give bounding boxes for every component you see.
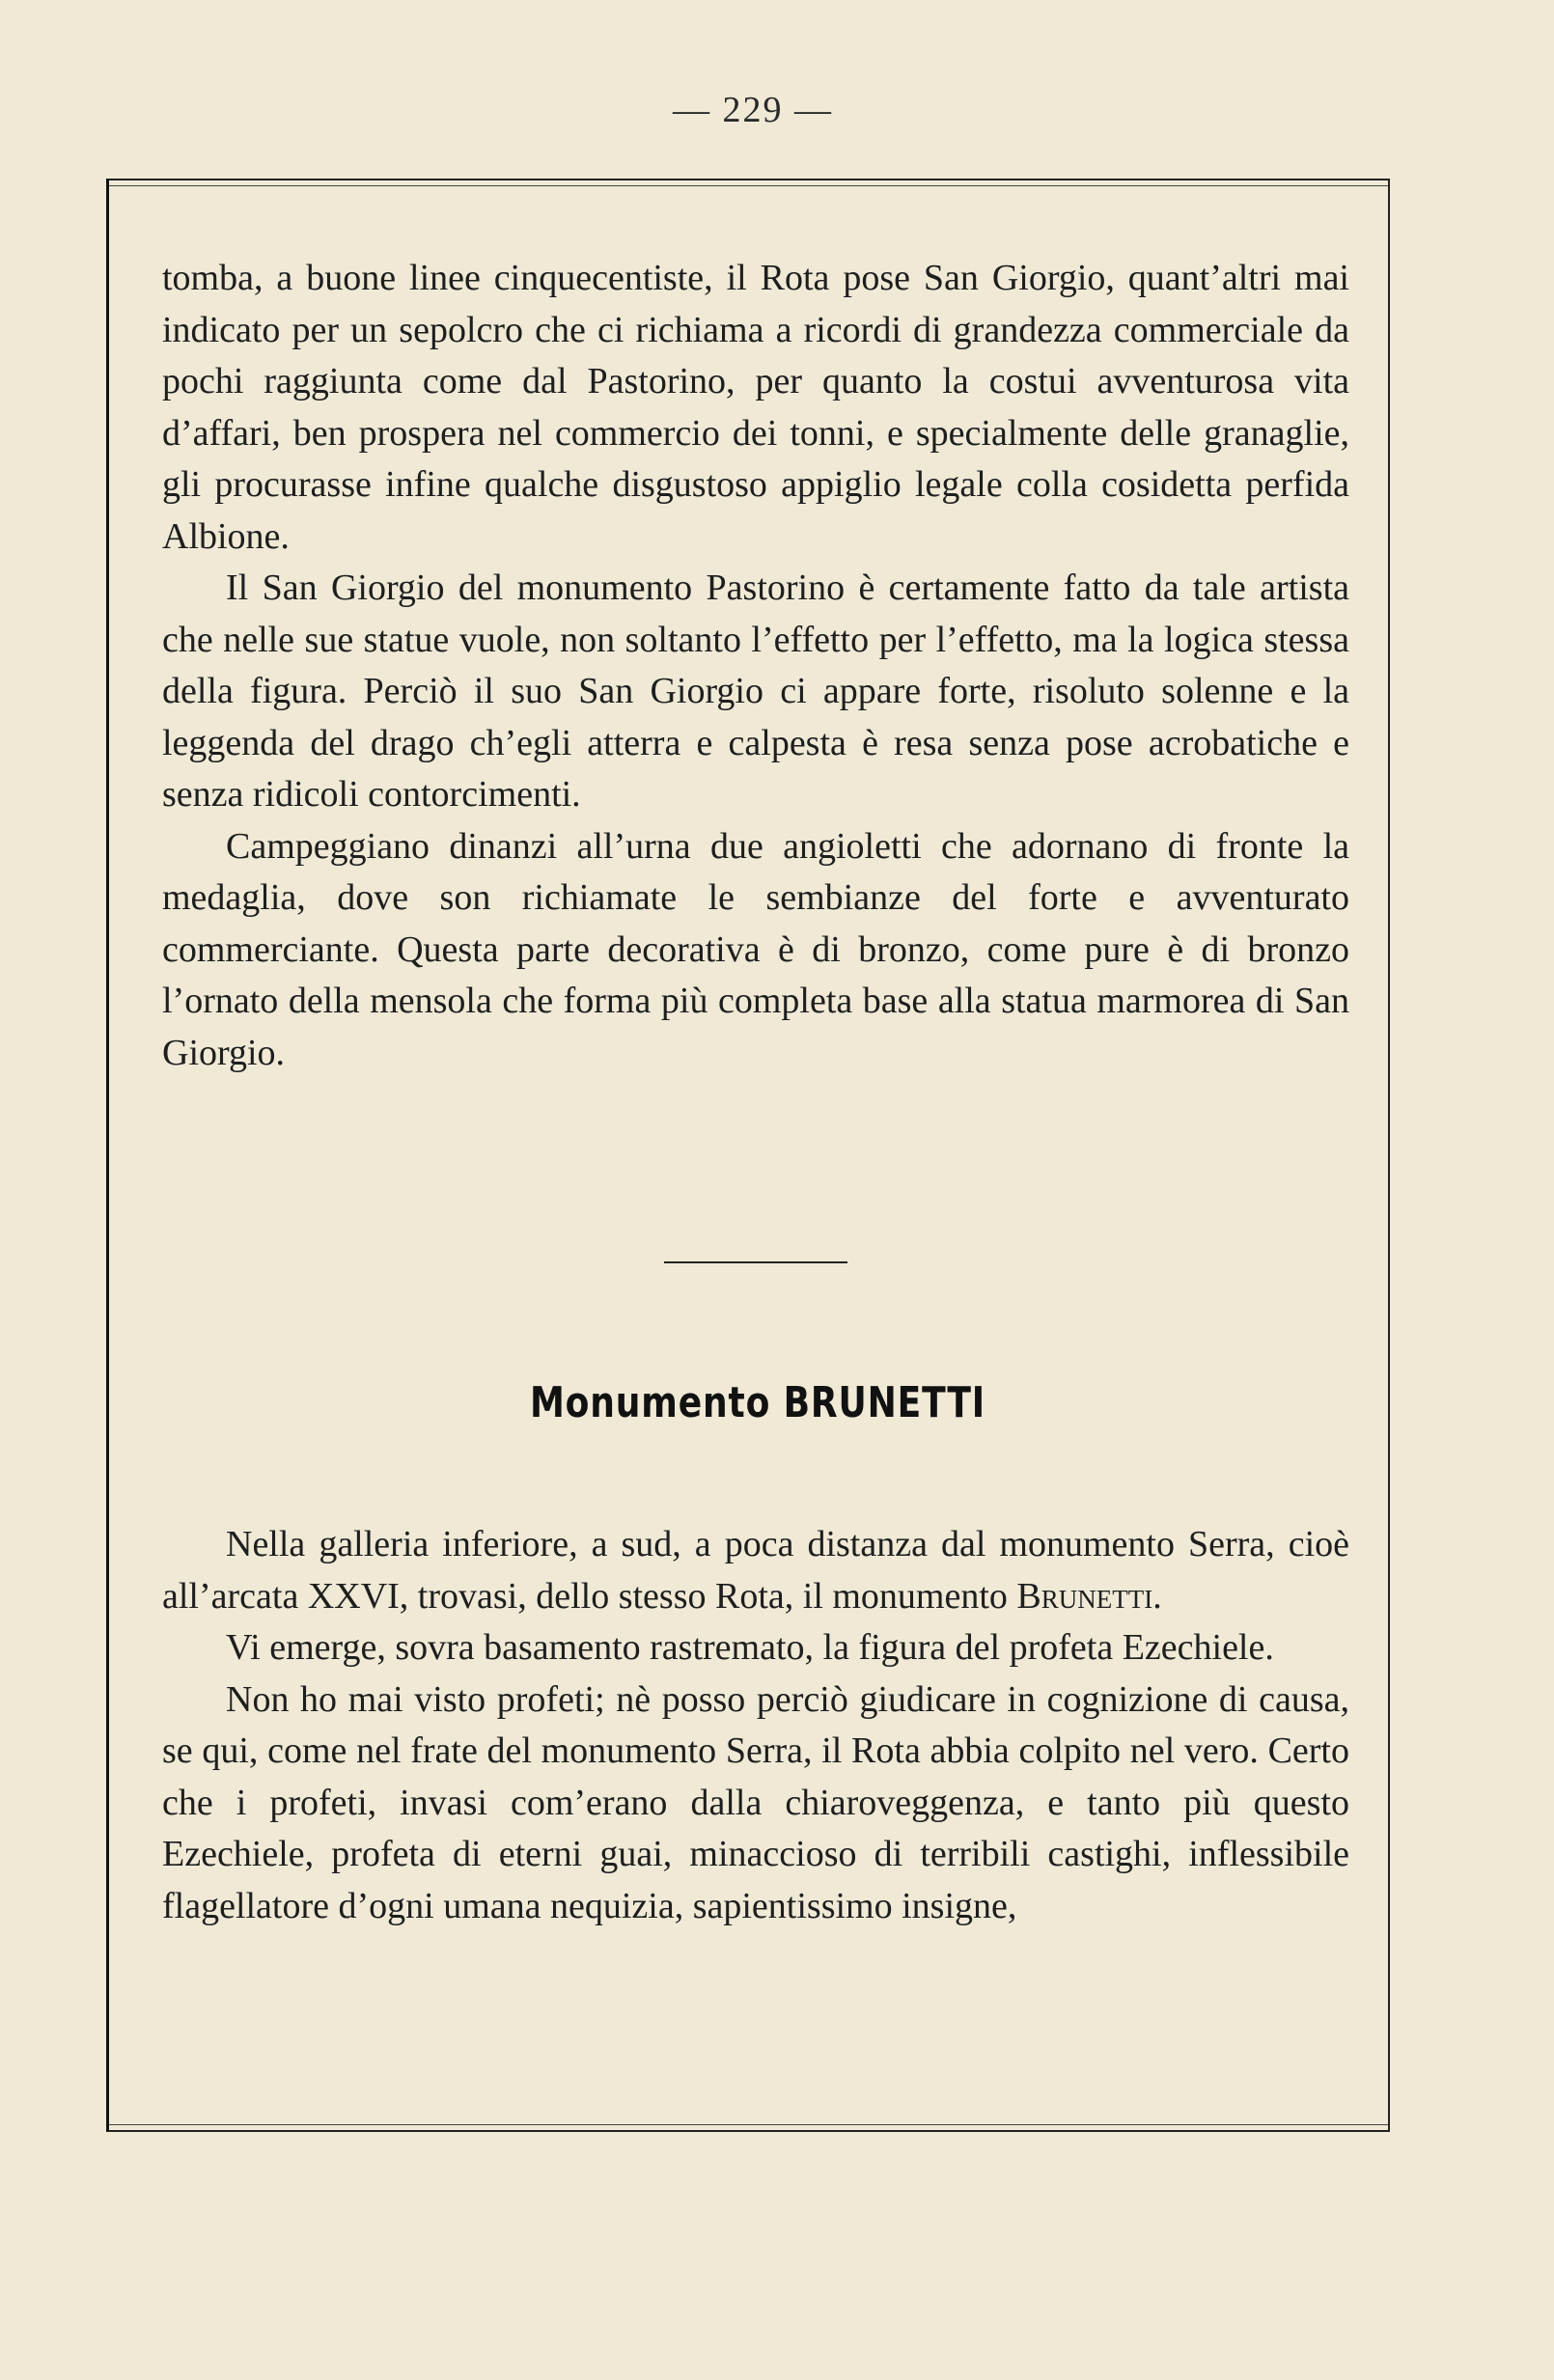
- paragraph-profeti: Non ho mai visto profeti; nè posso perciò giudicare in cognizione di causa, se qui, come nel frate del monumento Serra, il Rota abbia colpito nel vero. Certo che i profeti, invasi com’erano dalla chiaroveggenza, e tanto più questo Ezechiele, profeta di eterni guai, minaccioso di terribili castighi, inflessibile flagellatore d’ogni umana nequizia, sapientissimo insigne,: [162, 1678, 1349, 1926]
- paragraph-galleria: [162, 1519, 1349, 1622]
- paragraph-continuation: tomba, a buone linee cinquecentiste, il Rota pose San Giorgio, quant’altri mai indicato per un sepolcro che ci richiama a ricordi di grandezza commerciale da pochi raggiunta come dal Pastorino, per quanto la costui avventurosa vita d’affari, ben prospera nel commercio dei tonni, e specialmente delle granaglie, gli procurasse infine qualche disgustoso appiglio legale colla cosidetta perfida Albione.: [162, 258, 1349, 557]
- paragraph-galleria-text: Nella galleria inferiore, a sud, a poca distanza dal monumento Serra, cioè all’arcata XXVI, trovasi, dello stesso Rota, il monumento: [162, 1524, 1349, 1617]
- monument-name: Brunetti: [1016, 1575, 1153, 1617]
- section-title: Monumento BRUNETTI: [529, 1378, 986, 1427]
- paragraph-angioletti: Campeggiano dinanzi all’urna due angioletti che adornano di fronte la medaglia, dove son richiamate le sembianze del forte e avventurato commerciante. Questa parte decorativa è di bronzo, come pure è di bronzo l’ornato della mensola che forma più completa base alla statua marmorea di San Giorgio.: [162, 825, 1349, 1073]
- lower-text-block: [162, 1519, 1349, 1932]
- paragraph-ezechiele: Vi emerge, sovra basamento rastremato, la figura del profeta Ezechiele.: [226, 1627, 1274, 1668]
- paragraph-galleria-end: .: [1152, 1575, 1162, 1617]
- section-divider: [664, 1261, 847, 1263]
- page-number: — 229 —: [673, 90, 833, 130]
- paragraph-san-giorgio: Il San Giorgio del monumento Pastorino è certamente fatto da tale artista che nelle sue statue vuole, non soltanto l’effetto per l’effetto, ma la logica stessa della figura. Perciò il suo San Giorgio ci appare forte, risoluto solenne e la leggenda del drago ch’egli atterra e calpesta è resa senza pose acrobatiche e senza ridicoli contorcimenti.: [162, 567, 1349, 815]
- upper-text-block: [162, 253, 1349, 1079]
